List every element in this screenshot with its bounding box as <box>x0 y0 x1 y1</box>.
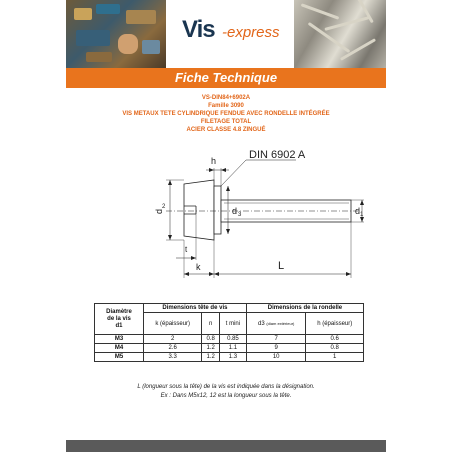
product-family: Famille 3090 <box>208 103 244 109</box>
th-k: k (épaisseur) <box>144 313 202 335</box>
table-row: M5 3.3 1.2 1.3 10 1 <box>95 353 364 362</box>
th-diameter: Diamètre de la vis d1 <box>95 304 144 335</box>
d2-label: d <box>154 208 164 214</box>
th-n: n <box>202 313 220 335</box>
table-row: M3 2 0.8 0.85 7 0.6 <box>95 335 364 344</box>
logo-express-text: -express <box>222 24 280 41</box>
k-label: k <box>196 262 201 272</box>
washer-outline <box>214 186 221 234</box>
product-material: ACIER CLASSE 4.8 ZINGUÉ <box>186 127 266 133</box>
th-washer-dimensions: Dimensions de la rondelle <box>246 304 363 313</box>
logo-vis-text: Vis <box>182 16 215 43</box>
banner-photo-workshop <box>66 0 166 68</box>
th-t: t mini <box>220 313 247 335</box>
product-reference: VS-DIN84+6902A <box>201 95 251 101</box>
d1-label: d <box>355 206 361 216</box>
banner-photo-screws <box>294 0 386 68</box>
dimensions-table <box>94 303 364 362</box>
note-example: Ex : Dans M5x12, 12 est la longueur sous la tête. <box>160 393 292 399</box>
product-description: VIS METAUX TETE CYLINDRIQUE FENDUE AVEC RONDELLE INTÉGRÉE <box>122 111 330 117</box>
din-standard-label: DIN 6902 A <box>249 149 306 161</box>
th-head-dimensions: Dimensions tête de vis <box>144 304 247 313</box>
din-leader-line <box>221 160 246 186</box>
l-label: L <box>278 260 285 272</box>
h-label: h <box>211 156 217 166</box>
d3-subscript: 3 <box>238 212 242 218</box>
note-length: L (longueur sous la tête) de la vis est indiquée dans la désignation. <box>137 384 315 390</box>
d3-label: d <box>232 206 238 216</box>
footer-bar <box>66 440 386 452</box>
brand-logo <box>166 0 294 68</box>
technical-sheet-page <box>66 0 386 452</box>
t-label: t <box>185 245 188 254</box>
table-row: M4 2.6 1.2 1.1 9 0.8 <box>95 344 364 353</box>
screw-head-outline <box>184 180 214 240</box>
d1-subscript: 1 <box>360 212 364 218</box>
th-d3: d3 (diam extérieur) <box>246 313 306 335</box>
page-title: Fiche Technique <box>174 70 278 85</box>
screw-technical-drawing <box>96 148 366 288</box>
header-banner <box>66 0 386 68</box>
product-thread: FILETAGE TOTAL <box>200 119 252 125</box>
d2-subscript: 2 <box>162 204 166 210</box>
th-h: h (épaisseur) <box>306 313 364 335</box>
